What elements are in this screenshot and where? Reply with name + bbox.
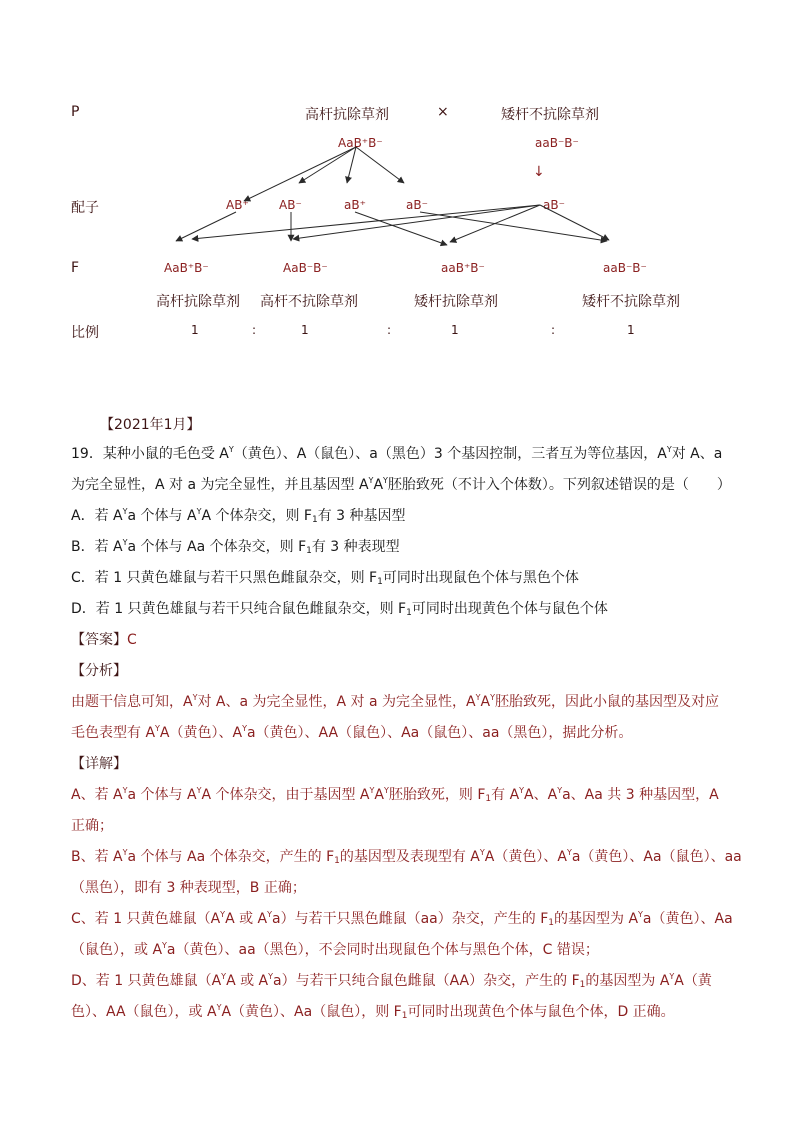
detail-d-line-1: D、若 1 只黄色雄鼠（$A^YA$ 或 $A^Ya$）与若干只纯合鼠色雌鼠（AA）杂交，产生的 $F_1$的基因型为 $A^YA$（黄: [71, 972, 712, 990]
question-stem-line-1: 19．某种小鼠的毛色受 $A^Y$（黄色）、A（鼠色）、a（黑色）3 个基因控制，三者互为等位基因，$A^Y$对 A、a: [71, 445, 723, 462]
gamete-1: AB⁺: [226, 198, 249, 212]
ratio-colon-2: :: [387, 323, 392, 337]
down-arrow-icon: ↓: [533, 164, 545, 180]
arrow-parent1-to-gamete-4: [356, 147, 404, 183]
offspring-genotype-4: aaB⁻B⁻: [603, 261, 647, 275]
arrow-gamete-1-to-offspring-1: [176, 212, 236, 241]
detail-label: 【详解】: [71, 756, 127, 772]
ratio-1: 1: [191, 323, 199, 337]
row-label-gamete: 配子: [71, 200, 99, 216]
analysis-line-1: 由题干信息可知，$A^Y$对 A、a 为完全显性，A 对 a 为完全显性，$A^YA^Y$胚胎致死，因此小鼠的基因型及对应: [71, 693, 719, 710]
row-label-p: P: [71, 104, 80, 120]
date-tag: 【2021年1月】: [100, 417, 201, 433]
arrow-p2gamete-to-offspring-4: [540, 205, 609, 240]
offspring-phenotype-1: 高杆抗除草剂: [156, 294, 240, 310]
analysis-label: 【分析】: [71, 663, 127, 679]
offspring-phenotype-4: 矮杆不抗除草剂: [582, 294, 680, 310]
parent2-phenotype: 矮杆不抗除草剂: [501, 107, 599, 123]
answer-label: 【答案】: [71, 632, 127, 648]
ratio-colon-3: :: [551, 323, 556, 337]
arrow-parent1-to-gamete-1: [244, 147, 356, 201]
cross-arrows: [0, 0, 794, 360]
row-label-f: F: [71, 260, 80, 276]
ratio-2: 1: [301, 323, 309, 337]
detail-c-line-2: （鼠色），或 $A^Ya$（黄色）、aa（黑色），不会同时出现鼠色个体与黑色个体，C 错误；: [71, 941, 599, 958]
offspring-genotype-1: AaB⁺B⁻: [164, 261, 209, 275]
answer-value: C: [127, 632, 137, 648]
offspring-genotype-3: aaB⁺B⁻: [441, 261, 485, 275]
detail-b-line-2: （黑色），即有 3 种表现型，B 正确；: [71, 880, 306, 896]
question-block: [71, 439, 742, 1028]
arrow-p2gamete-to-offspring-1: [192, 205, 540, 239]
detail-d-line-2: 色）、AA（鼠色），或 $A^YA$（黄色）、Aa（鼠色），则 $F_1$可同时出现黄色个体与鼠色个体，D 正确。: [71, 1003, 675, 1021]
detail-b-line-1: B、若 $A^Ya$ 个体与 Aa 个体杂交，产生的 $F_1$的基因型及表现型有 $A^YA$（黄色）、$A^Ya$（黄色）、Aa（鼠色）、aa: [71, 848, 742, 866]
parent1-genotype: AaB⁺B⁻: [338, 136, 383, 150]
detail-a-line-1: A、若 $A^Ya$ 个体与 $A^YA$ 个体杂交，由于基因型 $A^YA^Y$胚胎致死，则 $F_1$有 $A^YA$、$A^Ya$、Aa 共 3 种基因型，A: [71, 786, 719, 804]
option-d: D．若 1 只黄色雄鼠与若干只纯合鼠色雌鼠杂交，则 $F_1$可同时出现黄色个体与鼠色个体: [71, 601, 608, 618]
gamete-2: AB⁻: [279, 198, 302, 212]
arrow-p2gamete-to-offspring-3: [450, 205, 540, 242]
gamete-4: aB⁻: [406, 198, 428, 212]
option-a: A．若 $A^Ya$ 个体与 $A^YA$ 个体杂交，则 $F_1$有 3 种基因型: [71, 507, 406, 525]
offspring-phenotype-2: 高杆不抗除草剂: [260, 294, 358, 310]
analysis-line-2: 毛色表型有 $A^YA$（黄色）、$A^Ya$（黄色）、AA（鼠色）、Aa（鼠色）、aa（黑色），据此分析。: [71, 724, 633, 741]
detail-a-line-2: 正确；: [71, 818, 113, 834]
option-b: B．若 $A^Ya$ 个体与 Aa 个体杂交，则 $F_1$有 3 种表现型: [71, 538, 400, 556]
ratio-3: 1: [451, 323, 459, 337]
parent2-genotype: aaB⁻B⁻: [535, 136, 579, 150]
gamete-3: aB⁺: [344, 198, 366, 212]
detail-c-line-1: C、若 1 只黄色雄鼠（$A^YA$ 或 $A^Ya$）与若干只黑色雌鼠（aa）杂交，产生的 $F_1$的基因型为 $A^Ya$（黄色）、Aa: [71, 910, 733, 928]
answer-line: [71, 625, 731, 656]
cross-symbol: ×: [437, 104, 449, 120]
arrow-parent1-to-gamete-2: [299, 147, 356, 183]
offspring-genotype-2: AaB⁻B⁻: [283, 261, 328, 275]
gamete-parent2: aB⁻: [543, 198, 565, 212]
ratio-4: 1: [627, 323, 635, 337]
question-stem-line-2: 为完全显性，A 对 a 为完全显性，并且基因型 $A^YA^Y$胚胎致死（不计入个体数）。下列叙述错误的是（ ）: [71, 476, 731, 493]
offspring-phenotype-3: 矮杆抗除草剂: [414, 294, 498, 310]
row-label-ratio: 比例: [71, 325, 99, 341]
parent1-phenotype: 高杆抗除草剂: [305, 107, 389, 123]
ratio-colon-1: :: [252, 323, 257, 337]
option-c: C．若 1 只黄色雄鼠与若干只黑色雌鼠杂交，则 $F_1$可同时出现鼠色个体与黑色个体: [71, 570, 579, 587]
